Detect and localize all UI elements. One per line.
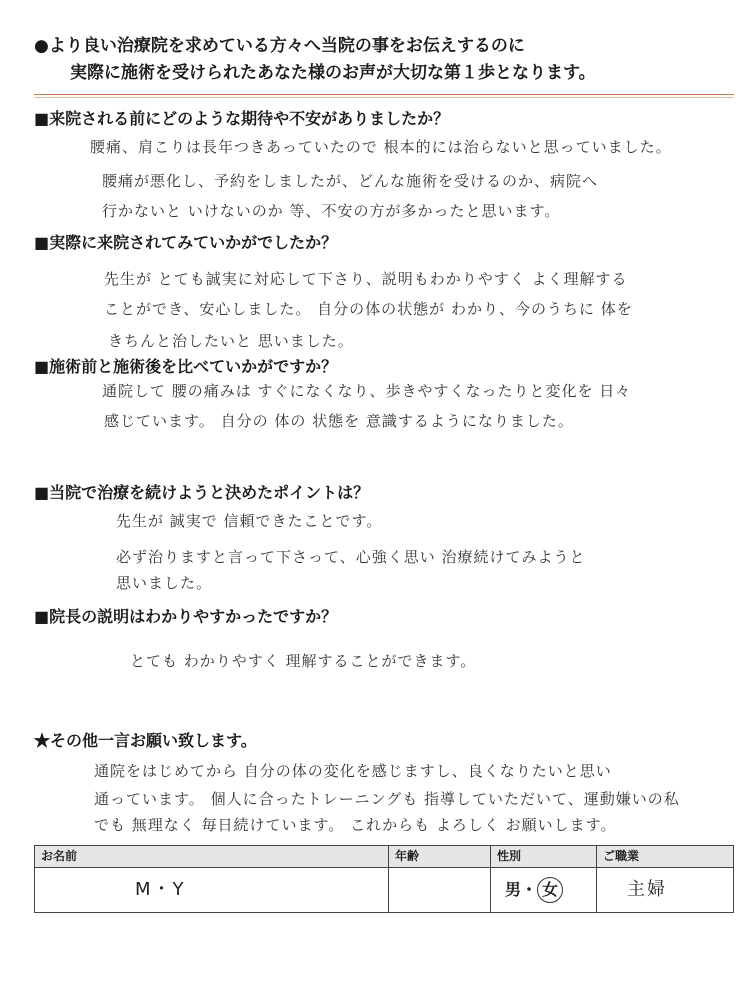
section-explanation xyxy=(34,606,734,670)
question-heading: ■施術前と施術後を比べていかがですか？ xyxy=(34,357,338,376)
respondent-info-table xyxy=(34,845,734,913)
answer-line: ことができ、安心しました。 自分の体の状態が わかり、今のうちに 体を xyxy=(104,300,633,318)
age-value xyxy=(389,868,491,912)
section-first-visit xyxy=(34,232,734,350)
question-heading: ■当院で治療を続けようと決めたポイントは？ xyxy=(34,483,370,502)
intro-line-2: 実際に施術を受けられたあなた様のお声が大切な第１歩となります。 xyxy=(70,63,596,83)
answer-line: とても わかりやすく 理解することができます。 xyxy=(130,652,477,670)
answer-line: でも 無理なく 毎日続けています。 これからも よろしく お願いします。 xyxy=(94,816,617,834)
intro-text xyxy=(34,33,724,87)
answer-line: 先生が とても誠実に対応して下さり、説明もわかりやすく よく理解する xyxy=(104,270,628,288)
answer-line: 通っています。 個人に合ったトレーニングも 指導していただいて、運動嫌いの私 xyxy=(94,790,680,808)
gender-separator: ・ xyxy=(521,880,538,899)
question-heading: ■実際に来院されてみていかがでしたか？ xyxy=(34,233,338,252)
answer-line: きちんと治したいと 思いました。 xyxy=(108,332,354,350)
intro-line-1: ●より良い治療院を求めている方々へ当院の事をお伝えするのに xyxy=(34,36,525,56)
gender-male: 男 xyxy=(505,880,522,899)
divider-line xyxy=(34,94,734,95)
section-before-after xyxy=(34,356,734,430)
question-heading: ★その他一言お願い致します。 xyxy=(34,731,257,750)
section-reason-to-continue xyxy=(34,482,734,592)
gender-value xyxy=(491,868,597,912)
answer-line: 腰痛が悪化し、予約をしましたが、どんな施術を受けるのか、病院へ xyxy=(102,172,599,190)
divider-line-accent xyxy=(34,97,734,98)
gender-female-circled: 女 xyxy=(537,877,563,903)
answer-line: 先生が 誠実で 信頼できたことです。 xyxy=(116,512,383,530)
answer-line: 行かないと いけないのか 等、不安の方が多かったと思います。 xyxy=(102,202,561,220)
age-header: 年齢 xyxy=(389,846,491,868)
answer-line: 通院して 腰の痛みは すぐになくなり、歩きやすくなったりと変化を 日々 xyxy=(102,382,632,400)
occupation-header: ご職業 xyxy=(597,846,733,868)
answer-line: 感じています。 自分の 体の 状態を 意識するようになりました。 xyxy=(104,412,574,430)
gender-header: 性別 xyxy=(491,846,597,868)
answer-line: 通院をはじめてから 自分の体の変化を感じますし、良くなりたいと思い xyxy=(94,762,612,780)
name-value: M・Y xyxy=(35,868,389,912)
occupation-value: 主婦 xyxy=(627,879,667,900)
section-comment xyxy=(34,730,734,834)
name-header: お名前 xyxy=(35,846,389,868)
answer-line: 必ず治りますと言って下さって、心強く思い 治療続けてみようと xyxy=(116,548,586,566)
question-heading: ■来院される前にどのような期待や不安がありましたか？ xyxy=(34,109,450,128)
answer-line: 腰痛、肩こりは長年つきあっていたので 根本的には治らないと思っていました。 xyxy=(90,138,672,156)
answer-line: 思いました。 xyxy=(116,574,213,592)
question-heading: ■院長の説明はわかりやすかったですか？ xyxy=(34,607,338,626)
section-expectations xyxy=(34,108,734,220)
